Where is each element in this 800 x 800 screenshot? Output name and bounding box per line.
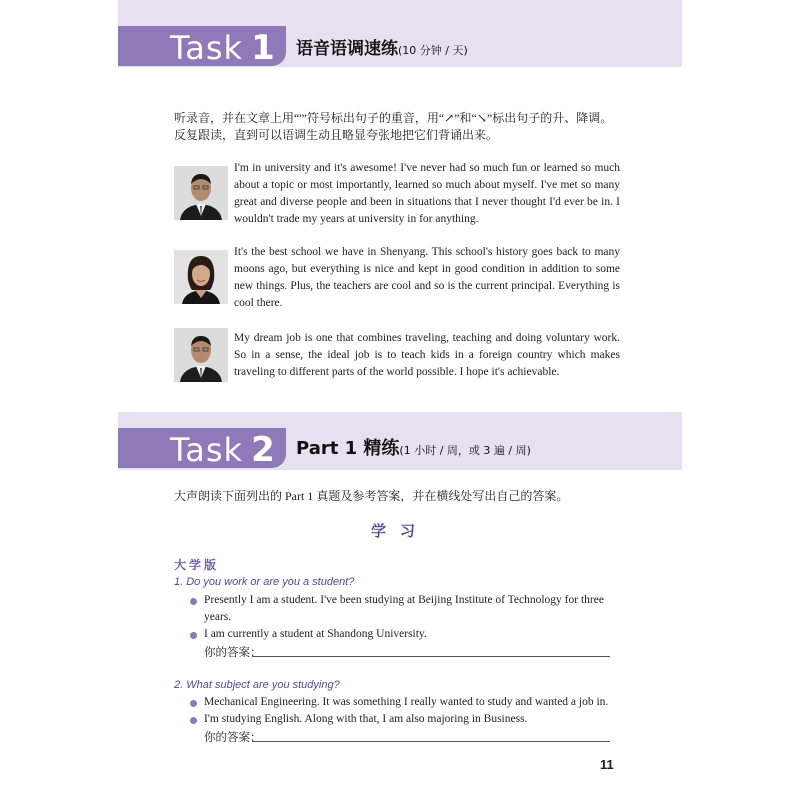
task1-instruction: 听录音，并在文章上用“'”符号标出句子的重音，用“↗”和“↘”标出句子的升、降调。反复跟读，直到可以语调生动且略显夸张地把它们背诵出来。	[174, 111, 613, 142]
bullet-icon	[190, 700, 197, 707]
answer-blank-line[interactable]	[252, 741, 610, 742]
task2-title-text: Part 1 精练	[296, 438, 400, 459]
sample-answer: Mechanical Engineering. It was something I really wanted to study and wanted a job in.	[204, 696, 609, 708]
task2-number: 2	[251, 430, 276, 470]
bullet-icon	[190, 632, 197, 639]
task2-instruction: 大声朗读下面列出的 Part 1 真题及参考答案，并在横线处写出自己的答案。	[174, 489, 569, 503]
task1-title	[296, 34, 468, 59]
paragraph-2: It's the best school we have in Shenyang. This school's history goes back to many moons ago, but everything is nice and kept in good condition in addition to some new things. Plus, the teachers are cool and so is the current principal. Everything is cool there.	[234, 246, 620, 309]
bullet-icon	[190, 598, 197, 605]
task1-subtitle: (10 分钟 / 天)	[398, 44, 468, 57]
task1-tab	[118, 26, 286, 66]
man-portrait-photo	[174, 166, 228, 220]
sample-answer: I'm studying English. Along with that, I am also majoring in Business.	[204, 713, 528, 725]
task2-label: Task	[170, 431, 244, 469]
sample-answer: I am currently a student at Shandong University.	[204, 628, 427, 640]
task2-tab	[118, 428, 286, 468]
task1-number: 1	[251, 28, 276, 68]
level-label: 大 学 版	[174, 558, 217, 572]
woman-portrait-photo	[174, 250, 228, 304]
paragraph-3: My dream job is one that combines traveling, teaching and doing voluntary work. So in a sense, the ideal job is to teach kids in a foreign country which makes traveling to different parts of the world possible. I hope it's achievable.	[234, 332, 620, 378]
bullet-icon	[190, 717, 197, 724]
task1-title-text: 语音语调速练	[296, 39, 398, 59]
task2-subtitle: (1 小时 / 周，或 3 遍 / 周)	[399, 444, 531, 457]
sample-answer: Presently I am a student. I've been studying at Beijing Institute of Technology for three years.	[204, 594, 604, 623]
paragraph-1: I'm in university and it's awesome! I've never had so much fun or learned so much about a topic or most importantly, learned so much about myself. I've met so many great and diverse people and been in situations that I never thought I'd ever be in. I wouldn't trade my years at university in for anything.	[234, 162, 620, 225]
answer-blank-line[interactable]	[252, 656, 610, 657]
question-2: 2. What subject are you studying?	[174, 679, 340, 691]
your-answer-label: 你的答案：	[204, 647, 262, 659]
task2-title	[296, 434, 531, 460]
man-portrait-photo-2	[174, 328, 228, 382]
task1-label: Task	[170, 29, 244, 67]
question-1: 1. Do you work or are you a student?	[174, 576, 355, 588]
page-number: 11	[600, 757, 614, 772]
section-heading: 学习	[370, 522, 429, 540]
your-answer-label: 你的答案：	[204, 732, 262, 744]
